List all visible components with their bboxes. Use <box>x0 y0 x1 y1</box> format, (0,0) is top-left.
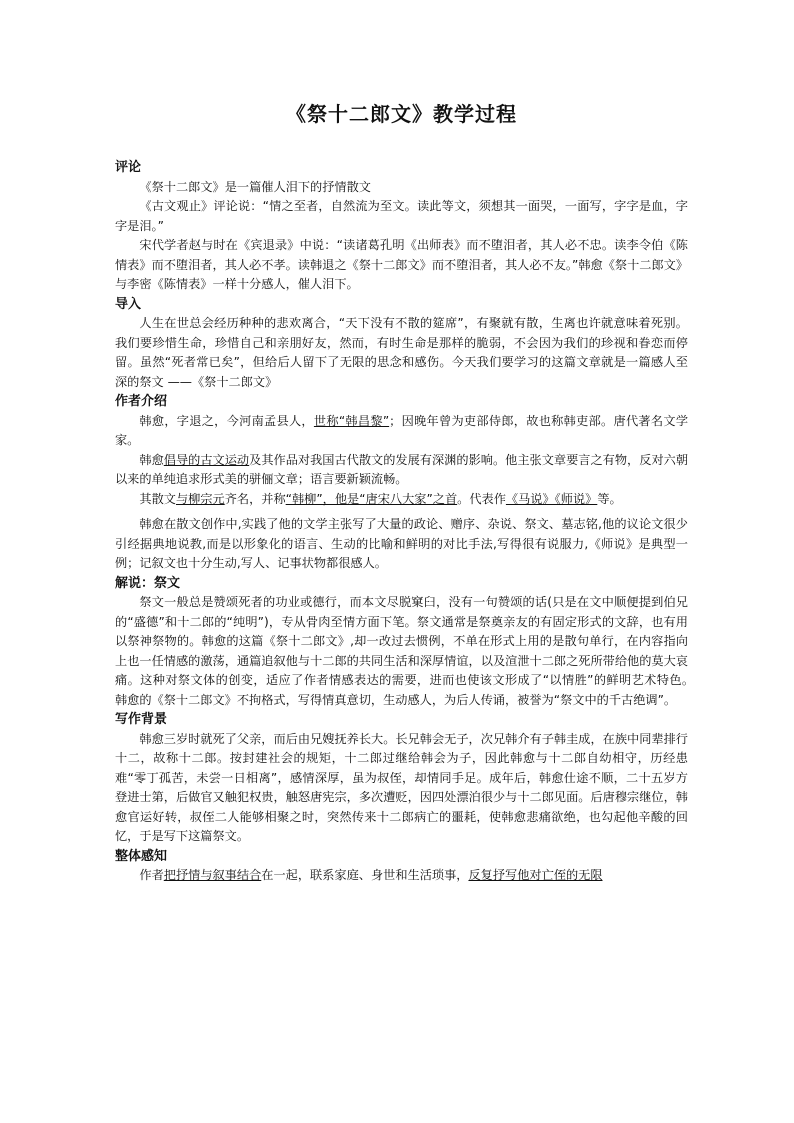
underlined-text: 把抒情与叙事结合 <box>163 868 262 882</box>
review-paragraph-3: 宋代学者赵与时在《宾退录》中说：“读诸葛孔明《出师表》而不堕泪者，其人必不忠。读李令伯《陈情表》而不堕泪者，其人必不孝。读韩退之《祭十二郎文》而不堕泪者，其人必不友。”韩愈《祭十二郎文》与李密《陈情表》一样十分感人，催人泪下。 <box>115 238 689 291</box>
document-page <box>115 100 713 886</box>
underlined-text: 倡导的古文运动 <box>163 452 250 467</box>
section-heading-explain: 解说：祭文 <box>115 575 181 591</box>
overall-paragraph: 作者把抒情与叙事结合在一起，联系家庭、身世和生活琐事，反复抒写他对亡侄的无限 <box>139 868 603 882</box>
page-title: 《祭十二郎文》教学过程 <box>286 102 517 126</box>
underlined-text: 世称“韩昌黎” <box>313 413 390 428</box>
author-paragraph-3: 其散文与柳宗元齐名，并称“韩柳”，他是“唐宋八大家”之首。代表作《马说》《师说》等。 <box>139 491 622 506</box>
review-paragraph-1: 《祭十二郎文》是一篇催人泪下的抒情散文 <box>139 179 371 194</box>
underlined-text: 反复抒写他对亡侄的无限 <box>468 868 603 882</box>
section-heading-review: 评论 <box>115 160 142 175</box>
background-paragraph: 韩愈三岁时就死了父亲，而后由兄嫂抚养长大。长兄韩会无子，次兄韩介有子韩圭成，在族中同辈排行十二，故称十二郎。按封建社会的规矩，十二郎过继给韩会为子，因此韩愈与十二郎自幼相守，历经患难“零丁孤苦，未尝一日相离”，感情深厚，虽为叔侄，却情同手足。成年后，韩愈仕途不顺，二十五岁方登进士第，后做官又触犯权贵，触怒唐宪宗，多次遭贬，因四处漂泊很少与十二郎见面。后唐穆宗继位，韩愈官运好转，叔侄二人能够相聚之时，突然传来十二郎病亡的噩耗，使韩愈悲痛欲绝，也勾起他辛酸的回忆，于是写下这篇祭文。 <box>115 731 688 843</box>
explain-paragraph: 祭文一般总是赞颂死者的功业或德行，而本文尽脱窠臼，没有一句赞颂的话(只是在文中顺便提到伯兄的“盛德”和十二郎的“纯明”)，专从骨肉至情方面下笔。祭文通常是祭奠亲友的有固定形式的文辞，也有用以祭神祭物的。韩愈的这篇《祭十二郎文》,却一改过去惯例，不单在形式上用的是散句单行，在内容指向上也一任情感的激荡，通篇追叙他与十二郎的共同生活和深厚情谊，以及渲泄十二郎之死所带给他的莫大哀痛。这种对祭文体的创变，适应了作者情感表达的需要，进而也使该文形成了“以情胜”的鲜明艺术特色。 韩愈的《祭十二郎文》不拘格式，写得情真意切，生动感人，为后人传诵，被誉为“祭文中的千古绝调”。 <box>115 595 713 707</box>
section-heading-intro: 导入 <box>115 296 142 312</box>
section-heading-author: 作者介绍 <box>115 394 168 409</box>
review-paragraph-2: 《古文观止》评论说：“情之至者，自然流为至文。读此等文，须想其一面哭，一面写，字字是血，字字是泪。” <box>115 199 688 233</box>
section-heading-overall: 整体感知 <box>115 848 168 864</box>
underlined-text: 与柳宗元 <box>175 491 225 506</box>
author-paragraph-4: 韩愈在散文创作中,实践了他的文学主张写了大量的政论、赠序、杂说、祭文、墓志铭,他的议论文很少引经据典地说教,而是以形象化的语言、生动的比喻和鲜明的对比手法,写得很有说服力,《师说》是典型一例；记叙文也十分生动,写人、记事状物都很感人。 <box>115 517 688 570</box>
author-paragraph-2: 韩愈倡导的古文运动及其作品对我国古代散文的发展有深渊的影响。他主张文章要言之有物，反对六朝以来的单纯追求形式美的骈俪文章；语言要新颖流畅。 <box>115 452 689 486</box>
underlined-text: 《马说》《师说》 <box>505 491 598 506</box>
intro-paragraph: 人生在世总会经历种种的悲欢离合，“天下没有不散的筵席”，有聚就有散，生离也许就意味着死别。我们要珍惜生命，珍惜自己和亲朋好友，然而，有时生命是那样的脆弱，不会因为我们的珍视和眷恋而停留。虽然“死者常已矣”，但给后人留下了无限的思念和感伤。今天我们要学习的这篇文章就是一篇感人至深的祭文 ——《祭十二郎文》 <box>115 316 688 389</box>
author-paragraph-1: 韩愈，字退之，今河南孟县人，世称“韩昌黎”；因晚年曾为吏部侍郎，故也称韩吏部。唐代著名文学家。 <box>115 413 689 447</box>
section-heading-background: 写作背景 <box>115 712 168 727</box>
underlined-text: “韩柳”，他是“唐宋八大家”之首 <box>285 491 458 506</box>
